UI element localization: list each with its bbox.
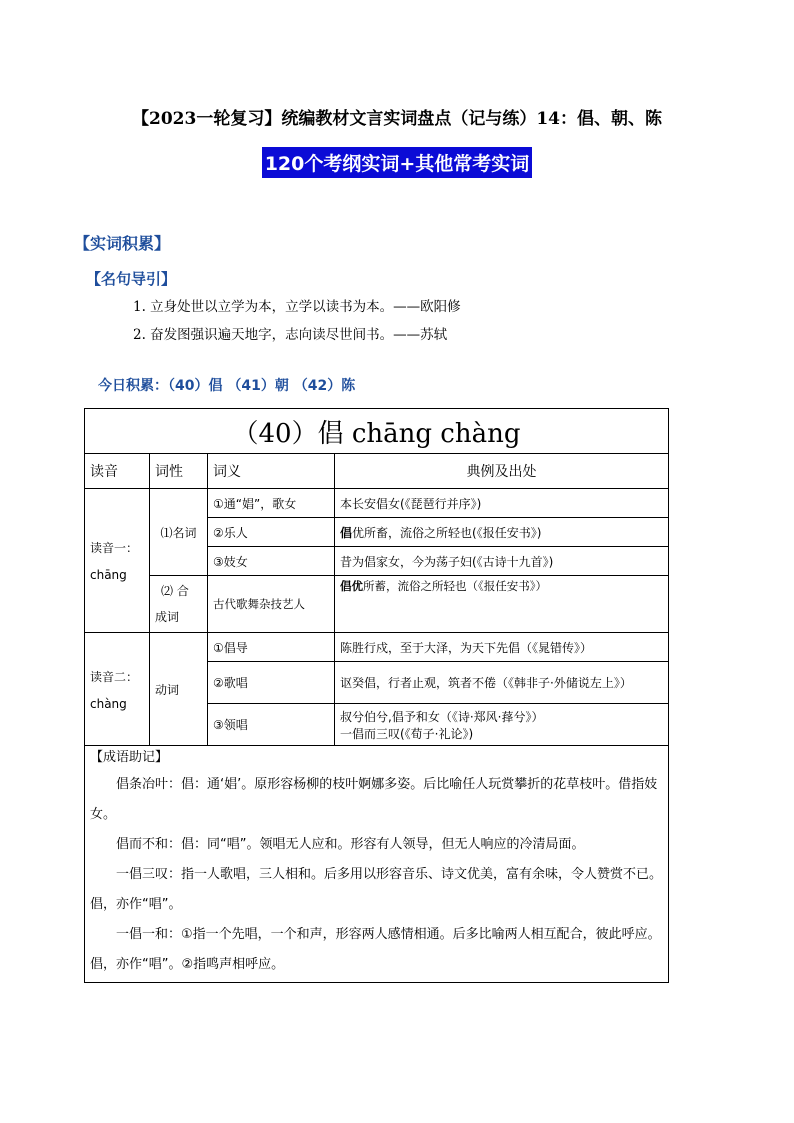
word-table xyxy=(84,408,669,983)
meaning-cell: ③领唱 xyxy=(208,704,335,746)
example-cell: 讴癸倡，行者止观，筑者不倦（《韩非子·外储说左上》） xyxy=(335,662,669,704)
meaning-cell: ②歌唱 xyxy=(208,662,335,704)
example-bold: 倡优 xyxy=(340,579,363,593)
sub-heading: 【名句导引】 xyxy=(86,270,177,288)
quote-1: 1. 立身处世以立学为本，立学以读书为本。——欧阳修 xyxy=(133,299,461,315)
header-example: 典例及出处 xyxy=(335,454,669,489)
reading-1-cell xyxy=(85,489,150,633)
header-meaning: 词义 xyxy=(208,454,335,489)
meaning-cell: ②乐人 xyxy=(208,518,335,547)
reading-1-pinyin: chāng xyxy=(90,568,127,582)
header-reading: 读音 xyxy=(85,454,150,489)
example-bold: 倡 xyxy=(340,525,353,540)
meaning-cell: ③妓女 xyxy=(208,547,335,576)
table-row xyxy=(85,489,669,518)
document-title: 【2023一轮复习】统编教材文言实词盘点（记与练）14：倡、朝、陈 xyxy=(132,109,662,129)
example-text: 优所畜，流俗之所轻也(《报任安书》) xyxy=(352,525,542,540)
example-text: 所蓄，流俗之所轻也（《报任安书》） xyxy=(363,579,547,593)
reading-2-cell xyxy=(85,633,150,746)
example-cell: 本长安倡女(《琵琶行并序》) xyxy=(335,489,669,518)
pos-compound xyxy=(150,576,208,633)
example-cell xyxy=(335,704,669,746)
mnemonic-item: 倡条冶叶：倡：通‘娼’。原形容杨柳的枝叶婀娜多姿。后比喻任人玩赏攀折的花草枝叶。借指妓女。 xyxy=(90,777,658,822)
mnemonic-cell xyxy=(85,746,669,983)
header-pos: 词性 xyxy=(150,454,208,489)
mnemonic-item: 一倡一和：①指一个先唱，一个和声，形容两人感情相通。后多比喻两人相互配合，彼此呼应。倡，亦作“唱”。②指鸣声相呼应。 xyxy=(90,927,661,972)
document-subtitle: 120个考纲实词+其他常考实词 xyxy=(262,147,533,178)
meaning-cell: ①通“娼”，歌女 xyxy=(208,489,335,518)
example-cell xyxy=(335,576,669,633)
reading-2-pinyin: chàng xyxy=(90,696,127,711)
pos-noun: ⑴名词 xyxy=(150,489,208,576)
example-cell: 昔为倡家女，今为荡子妇(《古诗十九首》) xyxy=(335,547,669,576)
mnemonic-row xyxy=(85,746,669,983)
table-row xyxy=(85,576,669,633)
example-cell: 陈胜行戍，至于大泽，为天下先倡（《晁错传》） xyxy=(335,633,669,662)
mnemonic-heading: 【成语助记】 xyxy=(90,750,169,765)
pos-verb: 动词 xyxy=(150,633,208,746)
mnemonic-item: 倡而不和：倡：同“唱”。领唱无人应和。形容有人领导，但无人响应的冷清局面。 xyxy=(116,837,585,852)
mnemonic-item: 一倡三叹：指一人歌唱，三人相和。后多用以形容音乐、诗文优美，富有余味，令人赞赏不已。倡，亦作“唱”。 xyxy=(90,867,663,912)
quote-2: 2. 奋发图强识遍天地字，志向读尽世间书。——苏轼 xyxy=(133,327,448,343)
reading-1-label: 读音一： xyxy=(90,541,139,555)
word-title: （40）倡 chāng chàng xyxy=(85,409,669,454)
pos-compound-line2: 成词 xyxy=(155,610,180,624)
table-row xyxy=(85,633,669,662)
meaning-cell: 古代歌舞杂技艺人 xyxy=(208,576,335,633)
reading-2-label: 读音二： xyxy=(90,669,139,684)
example-line1: 叔兮伯兮,倡予和女（《诗·郑风·萚兮》） xyxy=(340,709,544,724)
today-accumulation: 今日积累：（40）倡 （41）朝 （42）陈 xyxy=(98,378,356,394)
example-line2: 一倡而三叹(《荀子·礼论》) xyxy=(340,726,474,741)
subtitle-wrap xyxy=(0,147,794,178)
table-header-row xyxy=(85,454,669,489)
section-heading: 【实词积累】 xyxy=(74,234,171,253)
example-cell xyxy=(335,518,669,547)
meaning-cell: ①倡导 xyxy=(208,633,335,662)
pos-compound-line1: ⑵ 合 xyxy=(161,584,189,598)
